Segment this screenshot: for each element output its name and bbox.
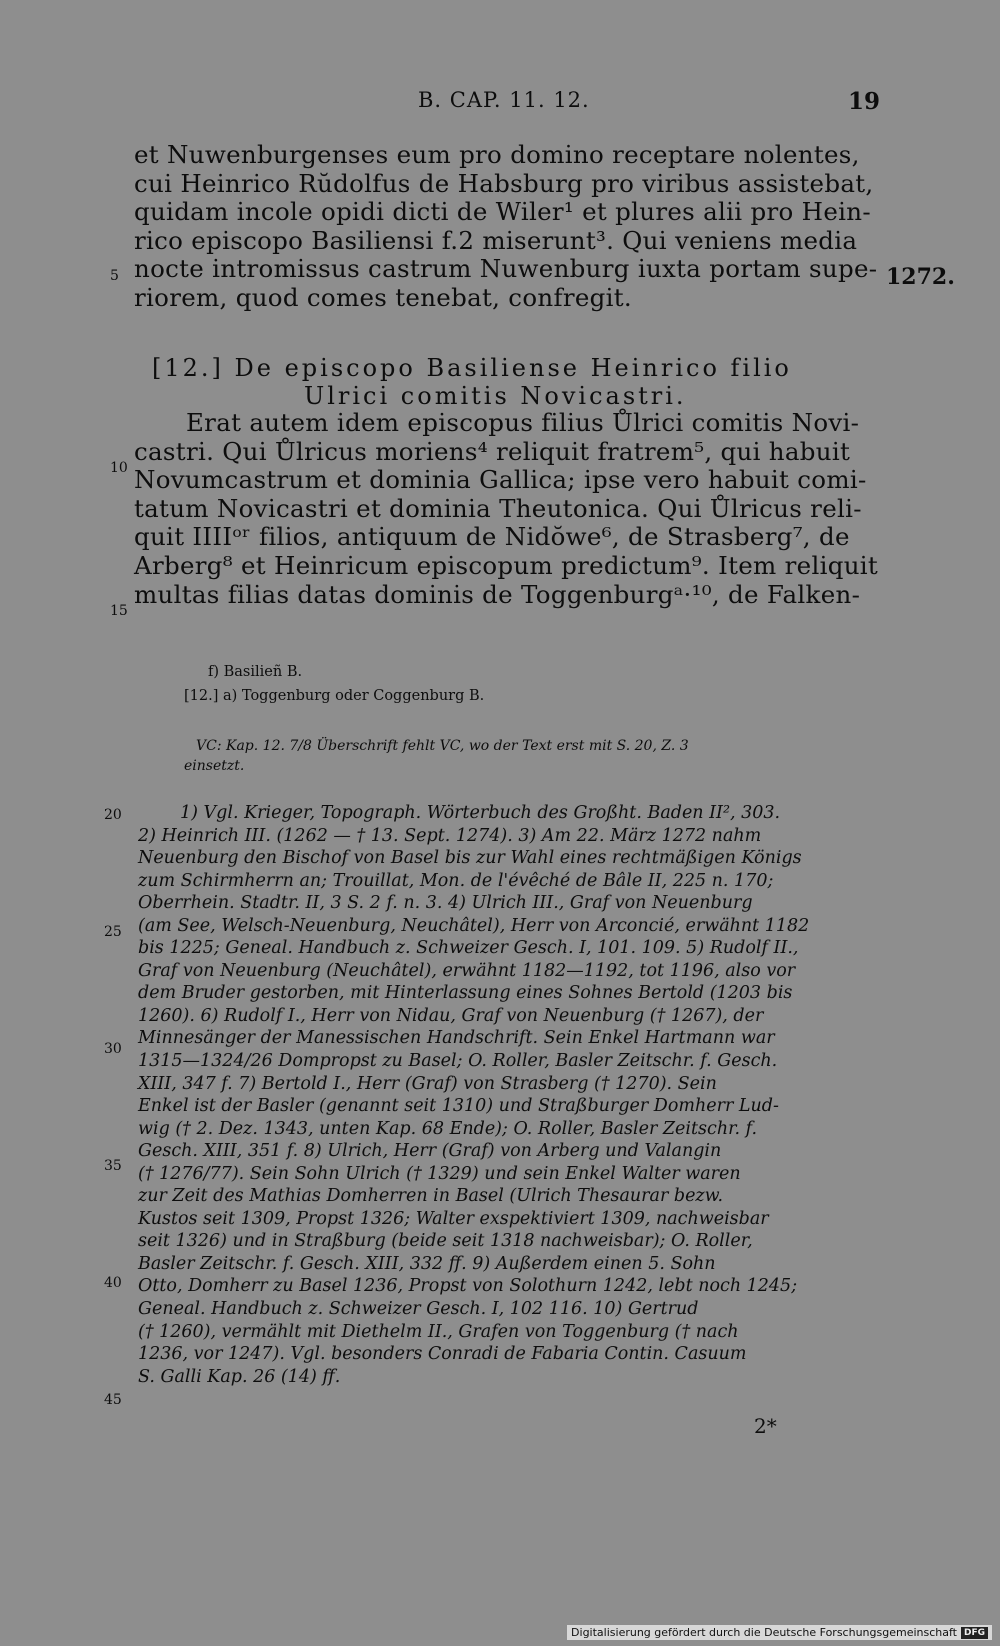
vc-note-line: einsetzt. <box>184 758 245 774</box>
footnote-line: Basler Zeitschr. f. Gesch. XIII, 332 ff. 9) Außerdem einen 5. Sohn <box>138 1253 716 1274</box>
footnote-line: Geneal. Handbuch z. Schweizer Gesch. I, 102 116. 10) Gertrud <box>138 1299 699 1320</box>
footnote-line: seit 1326) und in Straßburg (beide seit 1318 nachweisbar); O. Roller, <box>138 1231 753 1252</box>
apparatus-line: f) Basilieñ B. <box>208 664 303 680</box>
footnote-line: 2) Heinrich III. (1262 — † 13. Sept. 1274). 3) Am 22. März 1272 nahm <box>138 825 762 846</box>
text-line: nocte intromissus castrum Nuwenburg iuxta portam supe- <box>134 254 878 284</box>
apparatus-line: [12.] a) Toggenburg oder Coggenburg B. <box>184 688 485 704</box>
signature-mark: 2* <box>754 1414 777 1438</box>
footnote-line: Enkel ist der Basler (genannt seit 1310) und Straßburger Domherr Lud- <box>138 1096 779 1117</box>
text-line: cui Heinrico Rŭdolfus de Habsburg pro viribus assistebat, <box>134 168 874 198</box>
footnote-line: († 1276/77). Sein Sohn Ulrich († 1329) und sein Enkel Walter waren <box>138 1163 741 1184</box>
critical-apparatus <box>184 660 485 708</box>
footnotes-block <box>138 802 809 1388</box>
running-title: B. CAP. 11. 12. <box>418 88 590 112</box>
text-line: quidam incole opidi dicti de Wiler¹ et plures alii pro Hein- <box>134 197 871 227</box>
main-text-block <box>134 141 877 313</box>
text-line: riorem, quod comes tenebat, confregit. <box>134 282 632 312</box>
text-line: rico episcopo Basiliensi f.2 miserunt³. Qui veniens media <box>134 225 858 255</box>
text-line: castri. Qui Ůlricus moriens⁴ reliquit fratrem⁵, qui habuit <box>134 436 851 466</box>
line-number: 5 <box>110 268 119 284</box>
text-line: tatum Novicastri et dominia Theutonica. Qui Ůlricus reli- <box>134 493 862 523</box>
footnote-line: 1315—1324/26 Dompropst zu Basel; O. Roller, Basler Zeitschr. f. Gesch. <box>138 1051 778 1072</box>
line-number: 15 <box>110 603 128 619</box>
footnote-line: 1260). 6) Rudolf I., Herr von Nidau, Graf von Neuenburg († 1267), der <box>138 1005 764 1026</box>
footnote-line: S. Galli Kap. 26 (14) ff. <box>138 1366 341 1387</box>
footnote-line: Gesch. XIII, 351 f. 8) Ulrich, Herr (Graf) von Arberg und Valangin <box>138 1141 722 1162</box>
footnote-line: († 1260), vermählt mit Diethelm II., Grafen von Toggenburg († nach <box>138 1321 739 1342</box>
vc-note-line: VC: Kap. 12. 7/8 Überschrift fehlt VC, wo der Text erst mit S. 20, Z. 3 <box>196 738 689 754</box>
footnote-line: 1) Vgl. Krieger, Topograph. Wörterbuch des Großht. Baden II², 303. <box>180 803 781 823</box>
footnote-line: 1236, vor 1247). Vgl. besonders Conradi de Fabaria Contin. Casuum <box>138 1344 747 1365</box>
footnote-line: Minnesänger der Manessischen Handschrift. Sein Enkel Hartmann war <box>138 1028 775 1049</box>
footnote-line: bis 1225; Geneal. Handbuch z. Schweizer Gesch. I, 101. 109. 5) Rudolf II., <box>138 938 799 959</box>
text-line: Novumcastrum et dominia Gallica; ipse vero habuit comi- <box>134 465 867 495</box>
line-number: 40 <box>104 1275 122 1291</box>
digitization-footer <box>567 1625 992 1640</box>
line-number: 45 <box>104 1392 122 1408</box>
text-line: multas filias datas dominis de Toggenburgᵃ·¹⁰, de Falken- <box>134 579 861 609</box>
footer-text: Digitalisierung gefördert durch die Deutsche Forschungsgemeinschaft <box>571 1626 957 1639</box>
chapter-heading <box>152 354 792 410</box>
footnote-line: Graf von Neuenburg (Neuchâtel), erwähnt 1182—1192, tot 1196, also vor <box>138 960 796 981</box>
text-line: quit IIIIᵒʳ filios, antiquum de Nidŏwe⁶, de Strasberg⁷, de <box>134 522 850 552</box>
line-number: 20 <box>104 807 122 823</box>
page-number: 19 <box>847 88 880 115</box>
chapter-text-block <box>134 409 878 609</box>
line-number: 30 <box>104 1041 122 1057</box>
footnote-line: dem Bruder gestorben, mit Hinterlassung eines Sohnes Bertold (1203 bis <box>138 983 793 1004</box>
footnote-line: XIII, 347 f. 7) Bertold I., Herr (Graf) von Strasberg († 1270). Sein <box>138 1073 717 1094</box>
footnote-line: Otto, Domherr zu Basel 1236, Propst von Solothurn 1242, lebt noch 1245; <box>138 1276 798 1297</box>
text-line: et Nuwenburgenses eum pro domino receptare nolentes, <box>134 140 860 169</box>
footnote-line: zum Schirmherrn an; Trouillat, Mon. de l'évêché de Bâle II, 225 n. 170; <box>138 870 774 891</box>
footnote-line: wig († 2. Dez. 1343, unten Kap. 68 Ende); O. Roller, Basler Zeitschr. f. <box>138 1118 758 1139</box>
text-line: Arberg⁸ et Heinricum episcopum predictum⁹. Item reliquit <box>134 550 879 580</box>
line-number: 35 <box>104 1158 122 1174</box>
line-number: 10 <box>110 460 128 476</box>
footnote-line: Neuenburg den Bischof von Basel bis zur Wahl eines rechtmäßigen Königs <box>138 848 802 869</box>
vc-note <box>184 736 689 776</box>
margin-year: 1272. <box>886 264 955 290</box>
chapter-heading-line: [12.] De episcopo Basiliense Heinrico filio <box>152 354 792 382</box>
footnote-line: Oberrhein. Stadtr. II, 3 S. 2 f. n. 3. 4) Ulrich III., Graf von Neuenburg <box>138 893 753 914</box>
footnote-line: (am See, Welsch-Neuenburg, Neuchâtel), Herr von Arconcié, erwähnt 1182 <box>138 915 810 936</box>
chapter-heading-line: Ulrici comitis Novicastri. <box>304 382 687 410</box>
dfg-logo: DFG <box>961 1627 988 1639</box>
footnote-line: Kustos seit 1309, Propst 1326; Walter exspektiviert 1309, nachweisbar <box>138 1208 769 1229</box>
text-line: Erat autem idem episcopus filius Ůlrici comitis Novi- <box>186 408 860 437</box>
line-number: 25 <box>104 924 122 940</box>
footnote-line: zur Zeit des Mathias Domherren in Basel (Ulrich Thesaurar bezw. <box>138 1186 724 1207</box>
